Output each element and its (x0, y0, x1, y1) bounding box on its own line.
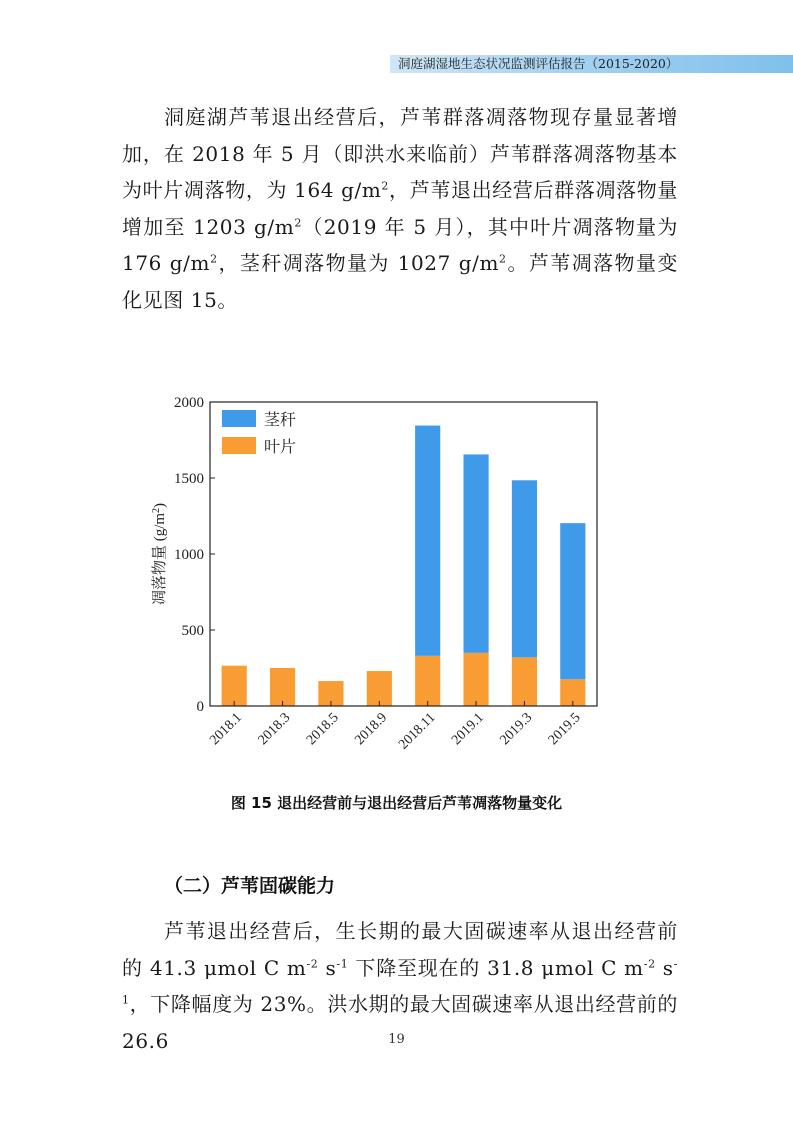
x-tick-label: 2019.1 (449, 710, 487, 749)
x-tick-label: 2018.9 (352, 710, 391, 749)
x-tick-label: 2018.11 (396, 710, 439, 753)
bar-leaf (463, 653, 488, 706)
litter-chart (140, 388, 620, 768)
bar-stem (415, 426, 440, 656)
section-heading: （二）芦苇固碳能力 (164, 875, 336, 897)
bar-leaf (222, 666, 247, 706)
y-tick-label: 1000 (174, 547, 204, 563)
y-tick-label: 500 (181, 623, 204, 639)
paragraph-litter: 洞庭湖芦苇退出经营后，芦苇群落凋落物现存量显著增加，在 2018 年 5 月（即洪水来临前）芦苇群落凋落物基本为叶片凋落物，为 164 $g/m^2$，芦苇退出经营后群落凋落物量增加至 1203 $g/m^2(2019$ 年 5 月），其中叶片凋落物量为 176 $g/m^2$，茎秆凋落物量为 1027 $g/m^2$。芦苇凋落物量变化见图 15。 (122, 105, 678, 312)
running-header: 洞庭湖湿地生态状况监测评估报告（2015-2020） (398, 56, 679, 71)
x-tick-label: 2018.1 (207, 710, 246, 749)
figure-caption: 图 15 退出经营前与退出经营后芦苇凋落物量变化 (230, 794, 563, 812)
bar-leaf (270, 668, 295, 706)
legend-swatch (222, 437, 256, 454)
y-axis-label: 凋落物量 $(g/m^2)$ (150, 502, 168, 606)
legend-label: 叶片 (264, 439, 297, 456)
bar-leaf (367, 671, 392, 706)
x-tick-label: 2019.5 (545, 710, 584, 749)
legend-swatch (222, 410, 256, 427)
y-tick-label: 0 (196, 699, 204, 715)
page-number: 19 (388, 1032, 405, 1047)
x-tick-label: 2018.5 (303, 710, 342, 749)
bar-stem (463, 454, 488, 652)
paragraph-carbon: 芦苇退出经营后，生长期的最大固碳速率从退出经营前的 41.3 μmol C $m^{-2}$ $s^{-1}$ 下降至现在的 31.8 μmol C $m^{-2}$ $s^{-1}$，下降幅度为 23%。洪水期的最大固碳速率从退出经营前的 26.6 (122, 919, 678, 1053)
legend-label: 茎秆 (264, 412, 297, 429)
bar-leaf (512, 657, 537, 706)
bar-leaf (415, 656, 440, 706)
y-tick-label: 1500 (174, 471, 204, 487)
bar-stem (560, 523, 585, 679)
x-tick-label: 2019.3 (497, 710, 536, 749)
y-tick-label: 2000 (174, 395, 204, 411)
bar-stem (512, 480, 537, 657)
x-tick-label: 2018.3 (255, 710, 294, 749)
